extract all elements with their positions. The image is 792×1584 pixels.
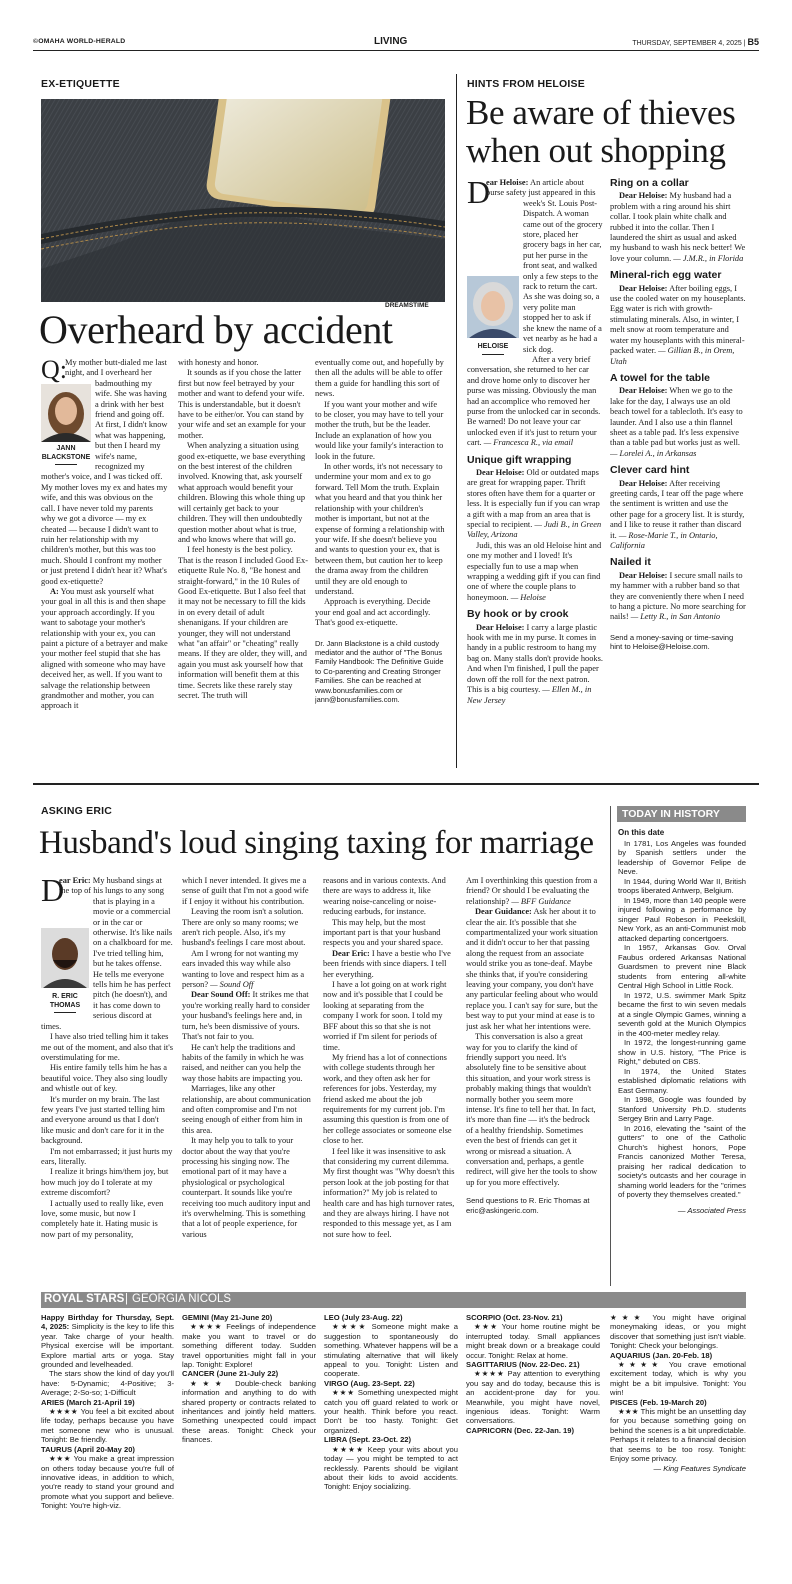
birthday-text: Simplicity is the key to life this year. Take charge of your health. Physical exercise will be important. Explore martial arts or yoga. Stay grounded and levelheaded.	[41, 1322, 174, 1370]
masthead-section: LIVING	[374, 36, 408, 47]
masthead-rule	[33, 50, 759, 51]
horoscope-text: You make a great impression on others today because you're full of innovative ideas, in addition to which, you're ready to stand your ground and promote what you support and believe. Tonight: You're high-viz.	[41, 1454, 174, 1511]
paragraph: Am I wrong for not wanting my ears invaded this way while also wanting to love and respect him as a person?	[182, 948, 305, 990]
paragraph: I have also tried telling him it takes me out of the moment, and also that it's overstimulating for me.	[41, 1032, 173, 1062]
paragraph: I secure small nails to my hammer with a rubber band so that they are conveniently there when I need to hang a picture. No more searching for nails!	[610, 570, 746, 622]
stars-author: GEORGIA NICOLS	[132, 1293, 232, 1305]
paragraph: It strikes me that you're working really hard to consider your husband's feelings here and, in turn, he's been dismissive of yours. That's not fair to you.	[182, 990, 310, 1042]
paragraph: Approach is everything. Decide your end goal and act accordingly. That's good ex-etiquette.	[315, 597, 431, 628]
subhead-hook-crook: By hook or by crook	[467, 608, 569, 621]
paragraph: which I never intended. It gives me a sense of guilt that I'm not a good wife if I enjoy it without his contribution.	[182, 876, 309, 906]
section-divider	[33, 783, 759, 785]
heloise-dropcap: D	[467, 178, 491, 210]
history-subtitle: On this date	[618, 828, 665, 837]
star-rating: ★★★★	[474, 1369, 505, 1379]
paragraph: After boiling eggs, I use the cooled water on my houseplants. Egg water is rich with growth-stimulating minerals. Also, in winter, I melt snow at room temperature and water my houseplants with this mineral-packed water.	[610, 283, 746, 356]
column-divider	[456, 74, 457, 768]
subhead-ring-collar: Ring on a collar	[610, 178, 689, 189]
history-item: In 1974, the United States established diplomatic relations with East Germany.	[618, 1066, 746, 1095]
paragraph: My husband had a problem with a ring around his shirt collar. I took plain white chalk and rubbed it into the collar. Then I laundered the shirt as usual and asked my husband to wash his neck better! We love your column.	[610, 191, 746, 263]
eric-caption-1: R. ERIC	[52, 993, 78, 1001]
paragraph: My friend has a lot of connections with college students through her work, and they often ask her for references for jobs. Yesterday, my friend asked me about the job requirements for my current job. I'm assuming this question is from one of her college associates or someone else close to her.	[323, 1052, 452, 1146]
paragraph: This may help, but the most important part is that your husband respects you and your shared space.	[323, 917, 443, 948]
exetiquette-column-1	[41, 358, 169, 766]
paragraph: with honesty and honor.	[178, 358, 259, 367]
paragraph: After a very brief conversation, she returned to her car and drove home only to discover her purse was missing. Obviously the man had an accomplice who removed her purse from the unlocked car in seconds. Be warned! Do not leave your car unlocked even if it's just to return your cart.	[467, 354, 601, 448]
paragraph: Marriages, like any other relationship, are about communication and often compromise and I'm not seeing enough of either from him in this area.	[182, 1084, 311, 1135]
birthday-heading: Happy Birthday for Thursday, Sept. 4, 2025:	[41, 1313, 174, 1332]
exetiquette-photo	[41, 99, 445, 302]
sign-cancer: CANCER (June 21-July 22)	[182, 1369, 279, 1379]
eric-portrait-image	[41, 928, 89, 988]
sign-scorpio: SCORPIO (Oct. 23-Nov. 21)	[466, 1313, 563, 1322]
star-rating: ★★★	[332, 1388, 355, 1398]
signature: — Rose-Marie T., in Ontario, California	[610, 530, 718, 550]
eric-column-1	[41, 876, 173, 1276]
paragraph: I feel honesty is the best policy. That is the reason I included Good Ex-etiquette Rule No. 8, "Be honest and straight-forward," in the 10 Rules of Good Ex-etiquette. But I also feel that it may not be necessary to fill the kids in on every detail of adult shenanigans. If your children are younger, they will not understand what "an affair" or "cheating" really means. If they are older, they will, and again you must ask yourself how that information will benefit them at this time. Secrets like these rarely stay secret. The truth will	[178, 545, 308, 700]
salutation: Dear Heloise:	[619, 386, 668, 396]
paragraph: When we go to the lake for the day, I always use an old beach towel for a tablecloth. It's easy to launder. And I also use a thin flannel sheet as a table pad. It's less expensive than a table pad but works just as well.	[610, 386, 743, 448]
sign-virgo: VIRGO (Aug. 23-Sept. 22)	[324, 1378, 415, 1388]
subhead-egg-water: Mineral-rich egg water	[610, 269, 722, 282]
signature: — BFF Guidance	[509, 896, 571, 906]
heloise-kicker: HINTS FROM HELOISE	[467, 78, 585, 90]
salutation: Dear Sound Off:	[191, 990, 251, 1000]
star-rating: ★★★★	[49, 1407, 79, 1417]
horoscope-text: You might have original moneymaking ideas, or you might discover that something just isn't viable. Tonight: Check your belongings.	[610, 1313, 746, 1351]
history-item: In 1944, during World War II, British troops liberated Antwerp, Belgium.	[618, 876, 746, 895]
caption-rule	[55, 464, 77, 465]
paragraph: I actually used to really like, even love, some music, but now I completely hate it. Hating music is now part of my personality,	[41, 1198, 164, 1239]
heloise-headline-line-1: Be aware of thieves	[466, 93, 736, 132]
paragraph: This conversation is also a great way for you to clarify the kind of friendly support you need. It's absolutely fine to be sensitive about this situation, and your work stress is probably making things that wouldn't normally bother you seem more intense. It's fine to tell her that. In fact, it's more than fine — it's the bedrock of a healthy friendship. Sometimes even the best of friends can get it wrong or misread a situation. A conversation and, perhaps, a gentle redirect, will give her the tools to show up for you more effectively.	[466, 1032, 598, 1187]
salutation: ear Eric:	[59, 876, 91, 885]
sign-pisces: PISCES (Feb. 19-March 20)	[610, 1397, 707, 1407]
paragraph: I feel like it was insensitive to ask that considering my current dilemma. My first thought was "Why doesn't this person look at the job posting for that information?" My job is related to health care and has high turnover rates, and they are always hiring. I have not responded to this message yet, as I am not sure how to feel.	[323, 1146, 455, 1239]
paragraph: Ask her about it to clear the air. It's possible that she compartmentalized your work situation and it didn't occur to her that passing along the request from an associate would strike you as tone-deaf. Maybe she thinks that, if you're considering leaving your company, you don't have any particular feeling about who would replace you. I can't say for sure, but the best way to put your mind at ease is to just ask her what her intentions were.	[466, 907, 598, 1031]
paragraph: eventually come out, and hopefully by then all the adults will be able to offer them a guide for handling this sort of news.	[315, 358, 444, 399]
heloise-photo-block	[467, 276, 519, 355]
stars-title: ROYAL STARS	[44, 1293, 125, 1305]
paragraph: Am I overthinking this question from a friend? Or should I be evaluating the relationship?	[466, 876, 598, 906]
horoscope-text: Someone might make a suggestion to spontaneously do something. Whatever happens will be a stimulating alternative that will likely appeal to you. Tonight: Listen and cooperate.	[324, 1322, 458, 1379]
exetiquette-photo-credit: DREAMSTIME	[385, 302, 429, 309]
salutation: Dear Guidance:	[475, 907, 532, 917]
subhead-nailed-it: Nailed it	[610, 556, 651, 569]
history-item: In 1972, the longest-running game show in U.S. history, "The Price is Right," debuted on CBS.	[618, 1038, 746, 1066]
horoscope-text: Something unexpected might catch you off guard related to work or your health. Think before you react. Don't be too hasty. Tonight: Get organized.	[324, 1388, 458, 1435]
stars-column-1	[41, 1313, 174, 1571]
sign-gemini: GEMINI (May 21-June 20)	[182, 1313, 273, 1322]
history-item: In 1957, Arkansas Gov. Orval Faubus ordered Arkansas National Guardsmen to prevent nine Black students from entering all-white Central High School in Little Rock.	[618, 943, 746, 990]
salutation: Dear Heloise:	[619, 283, 668, 293]
salutation: Dear Eric:	[332, 948, 370, 958]
history-body	[618, 828, 746, 1280]
history-item: In 1972, U.S. swimmer Mark Spitz became the first to win seven medals at a single Olympic Games, winning a seventh gold at the Munich Olympics in the 400-meter medley relay.	[618, 990, 746, 1038]
paragraph: His entire family tells him he has a beautiful voice. They also sing loudly and whistle out of key.	[41, 1063, 168, 1094]
paragraph: An article about purse safety just appeared in this week's St. Louis Post-Dispatch. A woman came out of the grocery store, placed her grocery bags in her car, put her purse in the front seat, and walked only a few steps to the rack to return the cart. As she was doing so, a very polite man stopped her to ask if she knew the name of a vet nearby as he had a sick dog.	[486, 178, 603, 354]
signature: — Francesca R., via email	[481, 438, 574, 448]
salutation: Dear Heloise:	[619, 478, 668, 488]
paragraph: I have a bestie who I've been friends with since diapers. I tell her everything.	[323, 948, 451, 979]
history-item: In 2016, elevating the "saint of the gutters" to one of the Catholic Church's highest honors, Pope Francis canonized Mother Teresa, praising her radical dedication to society's outcasts and her courage in shaming world leaders for the "crimes of poverty they themselves created."	[618, 1123, 746, 1199]
horoscope-text: Feelings of independence make you want to travel or do something different today. Sudden travel opportunities might fall in your lap. Tonight: Explore!	[182, 1322, 316, 1370]
caption-rule	[482, 354, 504, 355]
masthead	[33, 36, 759, 50]
star-rating: ★★★	[610, 1313, 646, 1322]
history-divider	[610, 806, 611, 1286]
stars-column-5	[610, 1313, 746, 1571]
paragraph: It's murder on my brain. The last few years I've just started telling him and everyone around us that I don't like music and don't care for it in the background.	[41, 1094, 165, 1146]
eric-kicker: ASKING ERIC	[41, 805, 113, 817]
eric-column-4	[466, 876, 598, 1276]
eric-caption-2: THOMAS	[49, 1001, 81, 1009]
eric-column-3	[323, 876, 455, 1276]
masthead-date	[632, 37, 759, 47]
signature: — Judi B., in Green Valley, Arizona	[467, 520, 602, 540]
subhead-card-hint: Clever card hint	[610, 464, 690, 477]
exetiquette-bio: Dr. Jann Blackstone is a child custody mediator and the author of "The Bonus Family Handbook: The Definitive Guide to Co-parenting and Creating Stronger Families. She can be reached at www.bonusfamilies.com or jann@bonusfamilies.com.	[315, 638, 444, 704]
stars-title-separator: |	[125, 1293, 128, 1305]
blackstone-photo-block	[41, 384, 91, 465]
eric-headline: Husband's loud singing taxing for marriage	[39, 825, 594, 861]
masthead-publisher: ©OMAHA WORLD-HERALD	[33, 38, 126, 45]
paragraph: When analyzing a situation using good ex-etiquette, we base everything on the best interest of the children involved. Knowing that, ask yourself what approach would benefit your children. Blowing this whole thing up will certainly get back to your children. They will then undoubtedly question mother about what is true, and who knows where that will go.	[178, 441, 306, 544]
history-item: In 1949, more than 140 people were injured following a performance by singer Paul Robeson in Peekskill, New York, as an anti-Communist mob attacked departing concertgoers.	[618, 895, 746, 943]
horoscope-text: Keep your wits about you today — you might be tempted to act recklessly. Parents should be vigilant about their kids to avoid accidents. Tonight: Enjoy socializing.	[324, 1444, 458, 1492]
heloise-caption: HELOISE	[477, 343, 509, 351]
heloise-footer: Send a money-saving or time-saving hint to Heloise@Heloise.com.	[610, 632, 734, 652]
rating-legend: The stars show the kind of day you'll have: 5-Dynamic; 4-Positive; 3-Average; 2-So-so; 1-Difficult	[41, 1369, 174, 1398]
question-dropcap: Q:	[41, 358, 67, 384]
paragraph: I realize it brings him/them joy, but how much joy do I tolerate at my extreme discomfort?	[41, 1167, 169, 1198]
eric-footer: Send questions to R. Eric Thomas at eric@askingeric.com.	[466, 1196, 590, 1215]
blackstone-portrait-image	[41, 384, 91, 442]
signature: — Gillian B., in Orem, Utah	[610, 346, 735, 366]
signature: — Heloise	[508, 592, 546, 602]
sign-sagittarius: SAGITTARIUS (Nov. 22-Dec. 21)	[466, 1360, 580, 1370]
paragraph: I carry a large plastic hook with me in my purse. It comes in handy in a public restroom to hang my bag on. Many stalls don't provide hooks. And when I'm finished, I pull the paper down off the roll for the next patron. This is a big courtesy.	[467, 622, 603, 695]
paragraph: If you want your mother and wife to be closer, you may have to tell your mother the truth, but be the leader. Include an explanation of how you would like your family's interaction to look in the future.	[315, 399, 444, 461]
heloise-column-2	[610, 178, 746, 768]
star-rating: ★★★	[474, 1322, 499, 1332]
signature: — Sound Off	[208, 980, 254, 990]
sign-capricorn: CAPRICORN (Dec. 22-Jan. 19)	[466, 1425, 575, 1435]
stars-column-2	[182, 1313, 316, 1571]
eric-column-2	[182, 876, 314, 1276]
salutation: Dear Heloise:	[619, 570, 668, 580]
horoscope-text: This might be an unsettling day for you because something going on behind the scenes is a bit unpredictable. Perhaps it relates to a financial decision that seems to be too rosy. Tonight: Enjoy some privacy.	[610, 1407, 746, 1464]
paragraph: It sounds as if you chose the latter first but now feel betrayed by your mother and want to defend your wife. This is understandable, but it doesn't have to be either/or. You can stand by your wife and set an example for your mother.	[178, 368, 306, 440]
jeans-pocket-phone-image	[41, 99, 445, 302]
sign-libra: LIBRA (Sept. 23-Oct. 22)	[324, 1435, 412, 1445]
horoscope-text: You crave emotional excitement today, which is why you might be a bit impulsive. Tonight: You win!	[610, 1360, 746, 1398]
paragraph: In other words, it's not necessary to undermine your mom and ex to go forward. Tell Mom the truth. Explain what you heard and that you think her relationship with your children's mother is important, but not at the expense of forming a relationship with your wife. If she doesn't believe you and wants to question your ex, that is between them, but caution her to keep the drama away from the children until they are old enough to understand.	[315, 462, 445, 596]
paragraph: I'm not embarrassed; it just hurts my ears, literally.	[41, 1146, 173, 1166]
sign-aquarius: AQUARIUS (Jan. 20-Feb. 18)	[610, 1350, 713, 1360]
salutation: ear Heloise:	[486, 178, 529, 187]
exetiquette-column-2	[178, 358, 308, 766]
history-item: In 1781, Los Angeles was founded by Spanish settlers under the leadership of Governor Felipe de Neve.	[618, 838, 746, 876]
sign-aries: ARIES (March 21-April 19)	[41, 1397, 135, 1407]
masthead-date-text: THURSDAY, SEPTEMBER 4, 2025 |	[632, 40, 746, 47]
masthead-page-number: B5	[747, 37, 759, 47]
signature: — Letty R., in San Antonio	[628, 612, 721, 622]
paragraph: Old or outdated maps are great for wrapping paper. Thrift stores often have them for a quarter or less. It is especially fun if you can wrap a gift with a map from an area that is special to recipient.	[467, 467, 600, 529]
exetiquette-answer: You must ask yourself what your goal in all this is and then shape your approach accordingly. If you want to sabotage your mother's relationship with your ex, you can paint a picture of a betrayer and make your mother feel stupid that she has aligned with someone who may have deceived her, as well. If you want to salvage the relationship between grandmother and mother, you can approach it	[41, 586, 168, 711]
sign-leo: LEO (July 23-Aug. 22)	[324, 1313, 403, 1322]
subhead-gift-wrapping: Unique gift wrapping	[467, 453, 572, 466]
salutation: Dear Heloise:	[476, 467, 525, 477]
eric-dropcap: D	[41, 876, 65, 908]
stars-column-3	[324, 1313, 458, 1571]
paragraph: After receiving greeting cards, I tear off the page where the sentiment is written and use the other page for a grocery list. It is sturdy, and I like to reuse it rather than discard it.	[610, 478, 745, 540]
signature: — J.M.R., in Florida	[671, 253, 744, 263]
blackstone-caption-2: BLACKSTONE	[41, 453, 91, 461]
star-rating: ★★★	[49, 1454, 72, 1464]
stars-column-4	[466, 1313, 600, 1571]
sign-taurus: TAURUS (April 20-May 20)	[41, 1444, 135, 1454]
salutation: Dear Heloise:	[619, 191, 668, 201]
caption-rule	[54, 1012, 76, 1013]
heloise-column-1	[467, 178, 603, 768]
star-rating: ★★★★	[190, 1322, 223, 1332]
paragraph: It may help you to talk to your doctor about the way that you're processing his singing now. The emotional part of it may have a physiological or psychological counterpart. It sounds like you're receiving too much auditory input and it's overwhelming. This is something that a lot of people experience, for various	[182, 1136, 311, 1239]
signature: — Lorelei A., in Arkansas	[610, 448, 697, 458]
paragraph: I have a lot going on at work right now and it's possible that I could be looking at separating from the company I work for soon. I told my BFF about this so that she is not worried if I'm silent for periods of time.	[323, 980, 447, 1052]
signature: — Ellen M., in New Jersey	[467, 685, 592, 705]
horoscope-text: Pay attention to everything you say and do today, because this is an accident-prone day for you. Meanwhile, you might have novel, ingenious ideas. Tonight: Warm conversations.	[466, 1369, 600, 1426]
exetiquette-headline: Overheard by accident	[39, 307, 393, 352]
stars-credit: — King Features Syndicate	[653, 1463, 746, 1473]
stars-title-bar	[41, 1292, 746, 1308]
subhead-towel-table: A towel for the table	[610, 371, 710, 384]
exetiquette-column-3	[315, 358, 445, 766]
paragraph: reasons and in various contexts. And there are ways to address it, like wearing noise-canceling or noise-reducing earbuds, for instance.	[323, 876, 446, 917]
heloise-headline-line-2: when out shopping	[466, 131, 726, 170]
horoscope-text: You feel a bit excited about life today, perhaps because you have met someone new who is unusual. Tonight: Be friendly.	[41, 1407, 174, 1445]
paragraph: My husband sings at the top of his lungs to any song that is playing in a movie or a commercial or in the car or otherwise. It's like nails on a chalkboard for me. I've tried telling him, but he takes offense. He tells me everyone tells him he has perfect pitch (he doesn't), and it has come down to serious discord at times.	[41, 876, 173, 1031]
star-rating: ★★★★	[618, 1360, 663, 1370]
heloise-portrait-image	[467, 276, 519, 338]
paragraph: He can't help the traditions and habits of the family in which he was raised, and neither can you help the way those habits are impacting you.	[182, 1042, 304, 1083]
history-credit: — Associated Press	[677, 1205, 746, 1215]
paragraph: Judi, this was an old Heloise hint and one my mother and I loved! It's especially fun to use a map when wrapping a wedding gift if you can find one of where the couple plans to honeymoon.	[467, 540, 602, 602]
star-rating: ★★★★	[332, 1444, 365, 1454]
star-rating: ★★★	[190, 1378, 228, 1388]
blackstone-caption-1: JANN	[56, 445, 76, 453]
star-rating: ★★★★	[332, 1322, 368, 1332]
star-rating: ★★★	[618, 1407, 639, 1417]
salutation: Dear Heloise:	[476, 622, 525, 632]
history-item: In 1998, Google was founded by Stanford University Ph.D. students Sergey Brin and Larry Page.	[618, 1095, 746, 1123]
answer-label: A:	[50, 586, 59, 596]
horoscope-text: Your home routine might be interrupted today. Small appliances might break down or a breakage could occur. Tonight: Relax at home.	[466, 1322, 600, 1360]
paragraph: Leaving the room isn't a solution. There are only so many rooms; we aren't rich people. Also, it's my husband's feelings I care most about.	[182, 907, 306, 948]
exetiquette-kicker: EX-ETIQUETTE	[41, 78, 120, 90]
horoscope-text: Double-check banking information and anything to do with shared property or contracts related to inheritances and jointly held matters. Something unexpected could impact these areas. Tonight: Check your finances.	[182, 1378, 316, 1445]
exetiquette-question: My mother butt-dialed me last night, and I overheard her badmouthing my wife. She was having a drink with her best friend and going off. At first, I didn't know what was happening, but then I heard my wife's name, recognized my mother's voice, and I was ticked off. My mother loves my ex and hates my wife, and this was obvious on the call. I have never told my parents why we got a divorce — my ex cheated — because I didn't want to ruin her relationship with my children's mother, but this was too much. Should I confront my mother or just pretend I didn't hear it? What's good ex-etiquette?	[41, 358, 168, 586]
history-title-bar	[617, 806, 746, 822]
eric-photo-block	[41, 928, 89, 1013]
history-title: TODAY IN HISTORY	[622, 808, 720, 820]
